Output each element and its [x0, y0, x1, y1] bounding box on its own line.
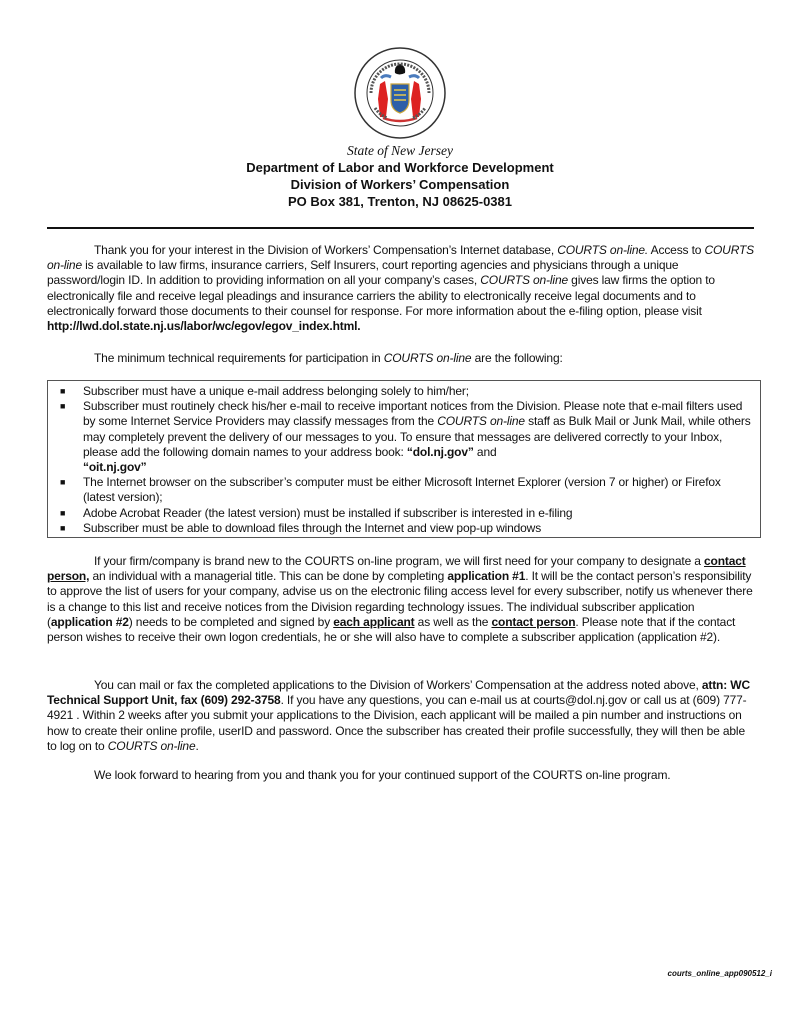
- emphasis: contact person: [491, 614, 576, 629]
- division-name: Division of Workers’ Compensation: [290, 177, 510, 192]
- courts-online-name: COURTS on-line: [383, 351, 472, 365]
- text: staff as Bulk Mail or Junk Mail, while others may completely prevent the delivery of our messages to you. To ensure that messages are delivered correctly to your Inbox, please add the following domain names to your address book:: [83, 414, 751, 459]
- requirement-item: [60, 399, 752, 475]
- text: and: [473, 444, 497, 459]
- courts-online-name: COURTS on-line: [437, 414, 525, 429]
- text: ) needs to be completed and signed by: [128, 614, 334, 629]
- bullet-icon: ■: [60, 386, 66, 396]
- bullet-icon: ■: [60, 477, 66, 488]
- bullet-icon: ■: [60, 507, 66, 518]
- courts-online-name: COURTS on-line: [480, 273, 568, 288]
- text: Adobe Acrobat Reader (the latest version) must be installed if subscriber is interested in e-filing: [83, 505, 573, 520]
- state-name: State of New Jersey: [346, 143, 454, 158]
- requirement-item: [60, 521, 752, 536]
- text: gives law firms the option to electronically file and receive legal pleadings and insurance carriers the ability to electronically receive legal documents and to electronically forward those documents to their counsel for response. For more information about the e-filing option, please visit: [47, 273, 715, 318]
- text: is available to law firms, insurance carriers, Self Insurers, court reporting agencies and physicians through a unique password/login ID. In addition to providing information on all your company’s cases,: [47, 258, 679, 288]
- emphasis: each applicant: [333, 614, 415, 629]
- text: You can mail or fax the completed applications to the Division of Workers’ Compensation at the address noted above,: [94, 678, 702, 692]
- courts-online-name: COURTS on-line.: [557, 243, 649, 257]
- text: . Please note that if the contact person wishes to receive their own logon credentials, he or she will also have to complete a subscriber application (application #2).: [47, 614, 736, 645]
- emphasis: application #1: [447, 569, 526, 584]
- requirement-item: [60, 475, 752, 505]
- requirements-intro: [47, 351, 757, 366]
- text: Subscriber must routinely check his/her e-mail to receive important notices from the Division. Please note that e-mail filters used by some Internet Service Providers may classify messages from the: [83, 399, 743, 429]
- text: an individual with a managerial title. This can be done by completing: [89, 569, 448, 584]
- bullet-icon: ■: [60, 522, 66, 533]
- domain-dol: “dol.nj.gov”: [406, 444, 474, 459]
- text: Access to: [648, 243, 705, 257]
- text: .: [195, 738, 199, 753]
- requirements-box: [47, 380, 761, 538]
- emphasis: contact person,: [47, 554, 746, 584]
- fax-info: attn: WC Technical Support Unit, fax (609) 292-3758: [47, 678, 750, 708]
- courts-online-name: COURTS on-line: [107, 738, 196, 753]
- emphasis: application #2: [50, 614, 129, 629]
- text: . It will be the contact person’s responsibility to approve the list of users for your company, advise us on the electronic filing access level for every subscriber, notify us whenever there is a change to this list and receive notices from the Division regarding technology issues. The individual subscriber application (: [47, 569, 753, 629]
- egov-link[interactable]: http://lwd.dol.state.nj.us/labor/wc/egov/egov_index.html.: [47, 319, 361, 334]
- requirement-item: [60, 506, 752, 521]
- mailing-address: PO Box 381, Trenton, NJ 08625-0381: [288, 194, 512, 209]
- department-name: Department of Labor and Workforce Development: [246, 160, 554, 175]
- text: Subscriber must be able to download files through the Internet and view pop-up windows: [83, 520, 542, 535]
- text: are the following:: [471, 351, 563, 365]
- bullet-icon: ■: [60, 401, 66, 412]
- text: Subscriber must have a unique e-mail address belonging solely to him/her;: [83, 384, 469, 398]
- submission-paragraph: [47, 678, 757, 754]
- closing-paragraph: [47, 768, 757, 783]
- text: If your firm/company is brand new to the COURTS on-line program, we will first need for your company to designate a: [94, 554, 704, 568]
- requirements-list: [60, 384, 752, 536]
- requirement-item: [60, 384, 752, 399]
- courts-online-name: COURTS on-line: [47, 243, 755, 273]
- text: . If you have any questions, you can e-mail us at courts@dol.nj.gov or call us at (609) 777-4921 . Within 2 weeks after you submit your applications to the Division, each applicant will be mailed a pin number and instructions on how to create their online profile, userID and password. Once the subscriber has created their profile successfully, they will then be able to log on to: [47, 693, 747, 753]
- contact-person-paragraph: [47, 554, 757, 645]
- text: We look forward to hearing from you and thank you for your continued support of the COURTS on-line program.: [94, 768, 671, 782]
- text: Thank you for your interest in the Division of Workers’ Compensation’s Internet database,: [94, 243, 558, 257]
- domain-oit: “oit.nj.gov”: [83, 460, 147, 475]
- text: as well as the: [414, 614, 492, 629]
- text: The minimum technical requirements for participation in: [94, 351, 384, 365]
- intro-paragraph: [47, 243, 757, 334]
- document-id: courts_online_app090512_i: [667, 969, 772, 978]
- header-divider: [47, 227, 754, 229]
- text: The Internet browser on the subscriber’s computer must be either Microsoft Internet Explorer (version 7 or higher) or Firefox (latest version);: [83, 475, 721, 505]
- letterhead: [0, 142, 800, 210]
- nj-state-seal-logo: [353, 46, 447, 140]
